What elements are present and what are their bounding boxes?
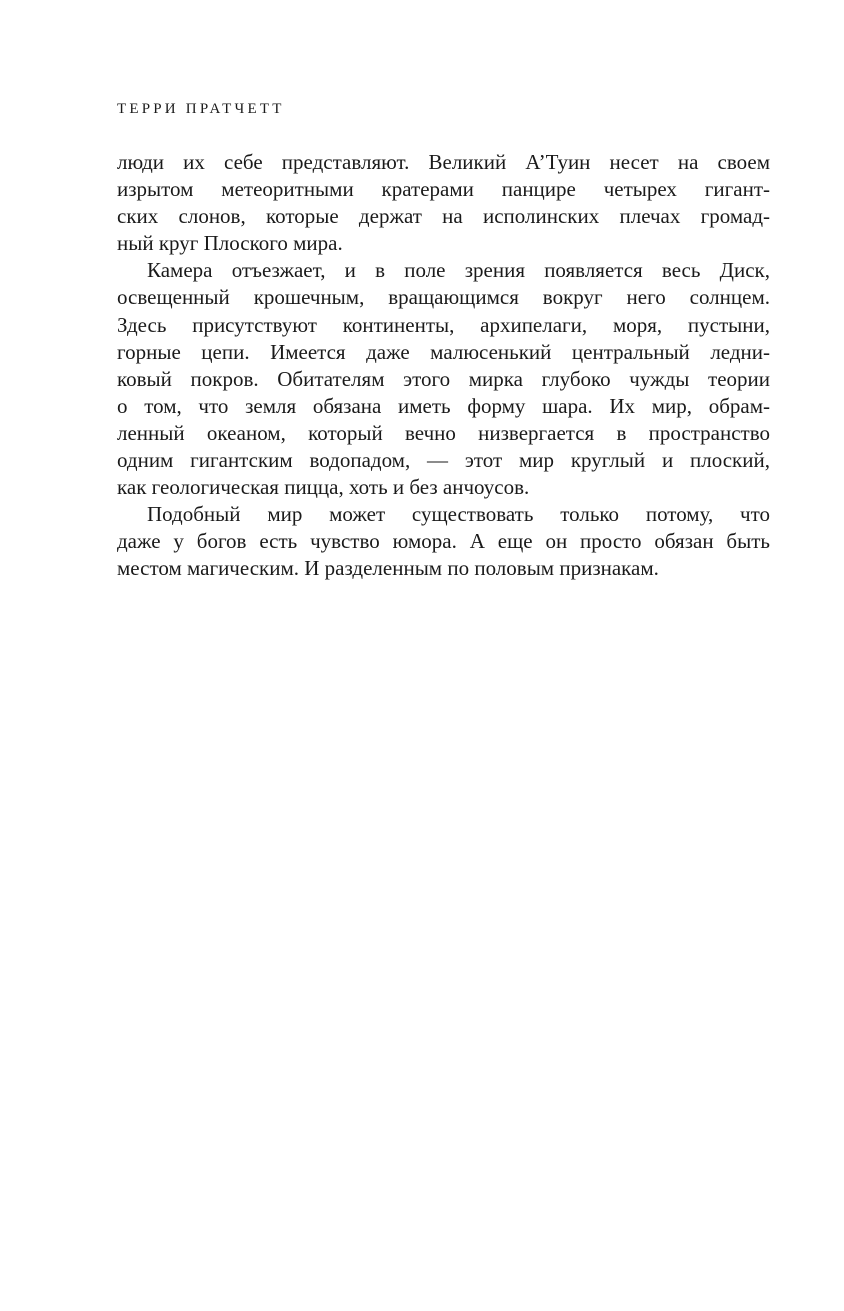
- text-line: о том, что земля обязана иметь форму шара. Их мир, обрам-: [117, 393, 770, 418]
- text-line: как геологическая пицца, хоть и без анчоусов.: [117, 475, 530, 500]
- text-line: ный круг Плоского мира.: [117, 231, 343, 256]
- text-line: освещенный крошечным, вращающимся вокруг него солнцем.: [117, 285, 770, 310]
- text-line: ковый покров. Обитателям этого мирка глубоко чужды теории: [117, 366, 770, 391]
- text-line: даже у богов есть чувство юмора. А еще он просто обязан быть: [117, 529, 770, 554]
- text-line: Подобный мир может существовать только потому, что: [147, 502, 770, 527]
- text-line: Здесь присутствуют континенты, архипелаги, моря, пустыни,: [117, 312, 770, 337]
- text-line: местом магическим. И разделенным по половым признакам.: [117, 556, 659, 581]
- text-line: люди их себе представляют. Великий А’Туин несет на своем: [117, 150, 770, 174]
- text-line: одним гигантским водопадом, — этот мир круглый и плоский,: [117, 448, 770, 473]
- text-line: горные цепи. Имеется даже малюсенький центральный ледни-: [117, 339, 770, 364]
- running-head: ТЕРРИ ПРАТЧЕТТ: [117, 101, 285, 117]
- body-text: [117, 149, 770, 583]
- text-line: ленный океаном, который вечно низвергается в пространство: [117, 420, 770, 445]
- text-line: ских слонов, которые держат на исполинских плечах громад-: [117, 204, 770, 229]
- text-line: Камера отъезжает, и в поле зрения появляется весь Диск,: [147, 258, 770, 283]
- text-line: изрытом метеоритными кратерами панцире четырех гигант-: [117, 177, 770, 202]
